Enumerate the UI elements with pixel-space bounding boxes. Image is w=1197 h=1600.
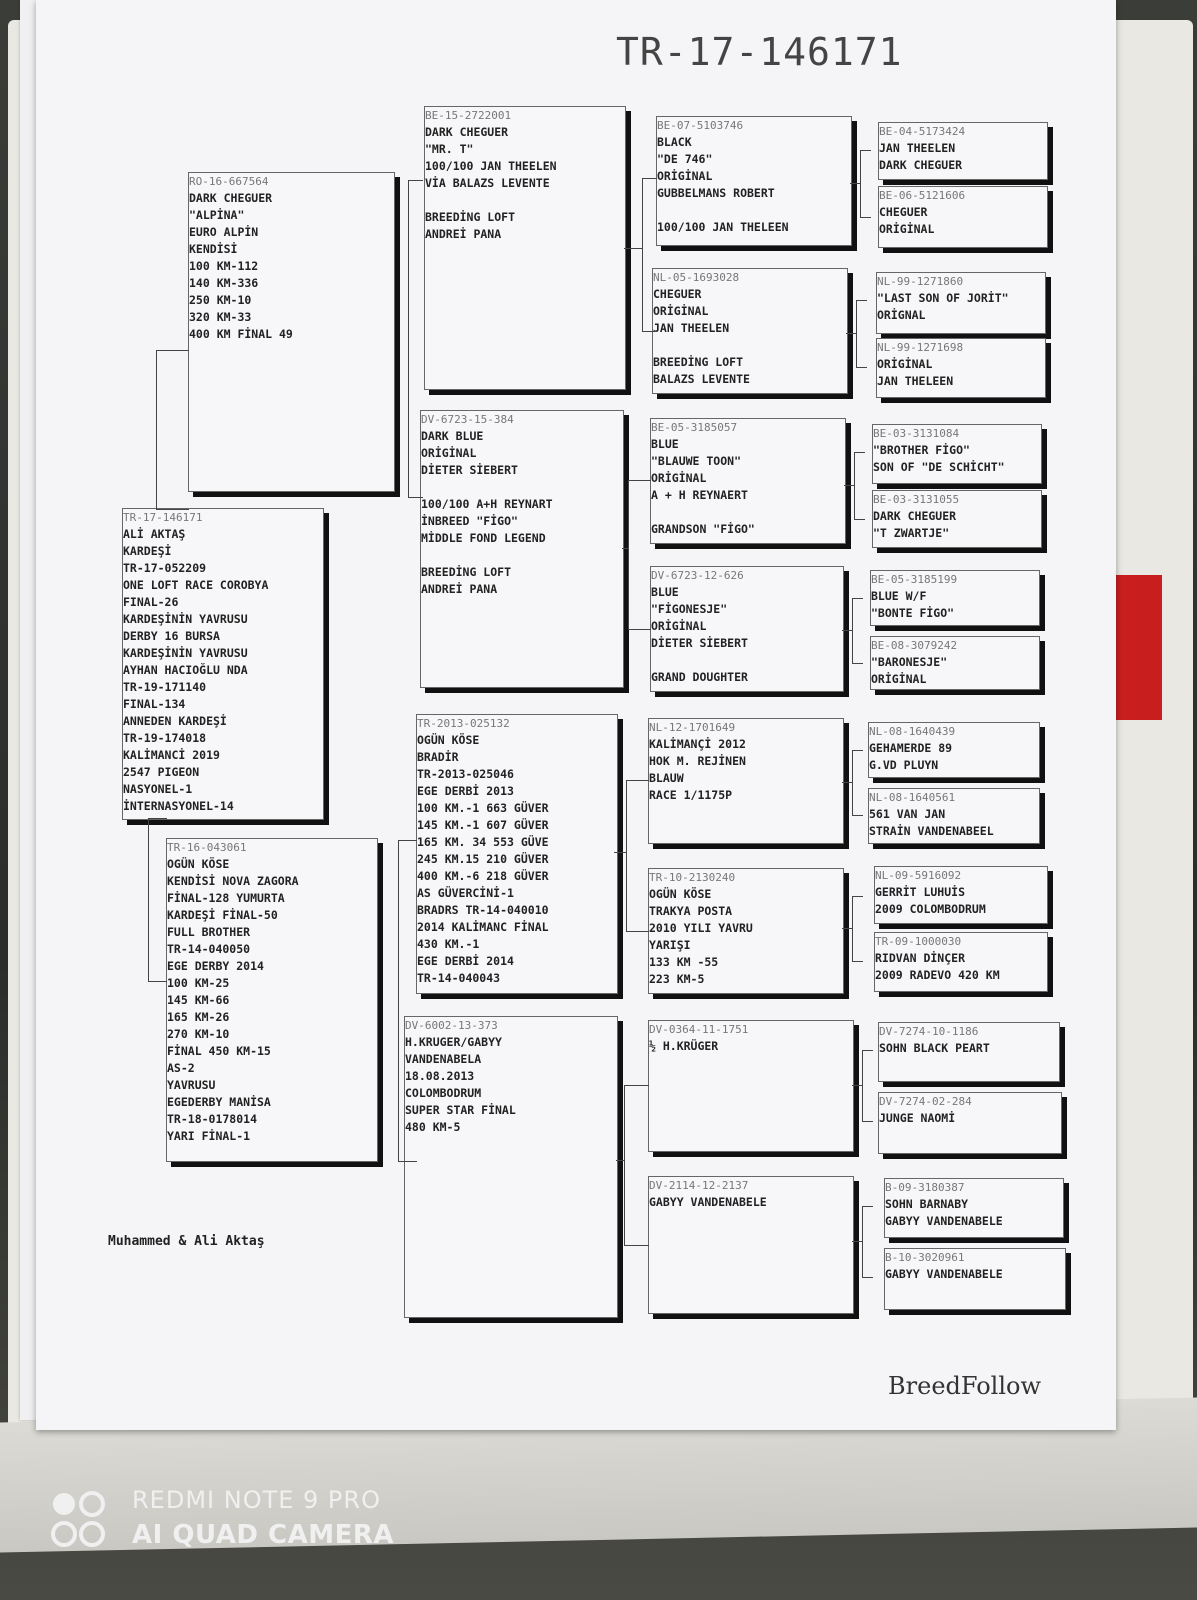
- pedigree-connector: [156, 350, 189, 510]
- pedigree-line: 2010 YILI YAVRU: [649, 921, 753, 935]
- pedigree-line: ORİGİNAL: [653, 304, 709, 318]
- ring-number: DV-0364-11-1751: [649, 1023, 749, 1036]
- pedigree-line: GRANDSON "FİGO": [651, 522, 755, 536]
- pedigree-line: SUPER STAR FİNAL: [405, 1103, 516, 1117]
- pedigree-line: DARK CHEGUER: [189, 191, 273, 205]
- pedigree-line: TR-14-040043: [417, 971, 501, 985]
- pedigree-line: GRAND DOUGHTER: [651, 670, 748, 684]
- pedigree-line: 18.08.2013: [405, 1069, 475, 1083]
- pedigree-connector: [642, 178, 657, 332]
- pedigree-line: "BLAUWE TOON": [651, 454, 742, 468]
- pedigree-connector: [854, 452, 865, 520]
- pedigree-line: ORİGİNAL: [871, 672, 927, 686]
- ring-number: BE-07-5103746: [657, 119, 744, 132]
- great-grandparent-card-2: [878, 186, 1048, 248]
- pedigree-line: VANDENABELA: [405, 1052, 482, 1066]
- pedigree-line: BLUE: [651, 585, 679, 599]
- pedigree-line: 145 KM-66: [167, 993, 230, 1007]
- pedigree-line: HOK M. REJİNEN: [649, 754, 746, 768]
- pedigree-line: OGÜN KÖSE: [417, 733, 480, 747]
- pedigree-line: SOHN BLACK PEART: [879, 1041, 990, 1055]
- pedigree-connector: [616, 1160, 624, 1161]
- ring-number: TR-2013-025132: [417, 717, 510, 730]
- pedigree-line: GERRİT LUHUİS: [875, 885, 966, 899]
- pedigree-line: 320 KM-33: [189, 310, 252, 324]
- pedigree-line: "BONTE FİGO": [871, 606, 955, 620]
- ring-number: TR-16-043061: [167, 841, 247, 854]
- ancestor-card-5: [648, 718, 844, 844]
- pedigree-connector: [622, 548, 628, 549]
- pedigree-line: AS-2: [167, 1061, 195, 1075]
- pedigree-line: JUNGE NAOMİ: [879, 1111, 956, 1125]
- pedigree-line: OGÜN KÖSE: [649, 887, 712, 901]
- pedigree-connector: [626, 780, 649, 932]
- pedigree-connector: [398, 840, 417, 1162]
- pedigree-line: 223 KM-5: [649, 972, 705, 986]
- pedigree-line: [657, 202, 851, 219]
- pedigree-line: 145 KM.-1 607 GÜVER: [417, 818, 549, 832]
- pedigree-line: ONE LOFT RACE COROBYA: [123, 578, 269, 592]
- pedigree-line: MİDDLE FOND LEGEND: [421, 531, 546, 545]
- ring-number: TR-17-146171: [123, 511, 203, 524]
- pedigree-line: VİA BALAZS LEVENTE: [425, 176, 550, 190]
- pedigree-line: EGE DERBİ 2013: [417, 784, 514, 798]
- pedigree-line: SOHN BARNABY: [885, 1197, 969, 1211]
- great-grandparent-card-3: [876, 272, 1046, 334]
- pedigree-connector: [852, 598, 863, 664]
- pedigree-connector: [842, 630, 852, 631]
- pedigree-line: ANDREİ PANA: [425, 227, 502, 241]
- great-grandparent-card-1: [878, 122, 1048, 180]
- great-grandparent-card-10: [868, 788, 1040, 844]
- pedigree-line: ORİGİNAL: [651, 471, 707, 485]
- grandparent-card-4: [404, 1016, 618, 1318]
- pedigree-connector: [862, 1050, 873, 1122]
- pedigree-line: BREEDİNG LOFT: [425, 210, 516, 224]
- pedigree-connector: [852, 1241, 862, 1242]
- pedigree-line: 245 KM.15 210 GÜVER: [417, 852, 549, 866]
- pedigree-line: KENDİSİ NOVA ZAGORA: [167, 874, 299, 888]
- ancestor-card-7: [648, 1020, 854, 1152]
- pedigree-line: JAN THELEEN: [877, 374, 954, 388]
- pedigree-line: GUBBELMANS ROBERT: [657, 186, 775, 200]
- ring-number: B-10-3020961: [885, 1251, 965, 1264]
- pedigree-line: TR-2013-025046: [417, 767, 514, 781]
- pedigree-line: TR-18-0178014: [167, 1112, 258, 1126]
- pedigree-line: ANNEDEN KARDEŞİ: [123, 714, 227, 728]
- ring-number: DV-6723-15-384: [421, 413, 514, 426]
- pedigree-line: ORİGİNAL: [651, 619, 707, 633]
- pedigree-line: "BARONESJE": [871, 655, 948, 669]
- pedigree-line: KALİMANCİ 2019: [123, 748, 220, 762]
- pedigree-connector: [852, 896, 863, 962]
- pedigree-line: 400 KM FİNAL 49: [189, 327, 293, 341]
- pedigree-line: TRAKYA POSTA: [649, 904, 733, 918]
- pedigree-line: 100 KM-25: [167, 976, 230, 990]
- pedigree-line: STRAİN VANDENABEEL: [869, 824, 994, 838]
- pedigree-line: TR-14-040050: [167, 942, 251, 956]
- pedigree-line: "MR. T": [425, 142, 474, 156]
- ring-number: BE-05-3185057: [651, 421, 738, 434]
- quad-camera-icon: [48, 1486, 118, 1556]
- pedigree-line: KARDEŞİNİN YAVRUSU: [123, 646, 248, 660]
- pedigree-line: BRADİR: [417, 750, 459, 764]
- pedigree-line: GABYY VANDENABELE: [885, 1267, 1003, 1281]
- pedigree-line: EGE DERBY 2014: [167, 959, 264, 973]
- pedigree-line: 100/100 JAN THEELEN: [425, 159, 557, 173]
- ring-number: NL-05-1693028: [653, 271, 740, 284]
- pedigree-line: KARDEŞİ FİNAL-50: [167, 908, 278, 922]
- pedigree-line: EGEDERBY MANİSA: [167, 1095, 271, 1109]
- pedigree-line: ORİGİNAL: [421, 446, 477, 460]
- ring-number: BE-04-5173424: [879, 125, 966, 138]
- ring-number: BE-08-3079242: [871, 639, 958, 652]
- pedigree-line: DİETER SİEBERT: [651, 636, 748, 650]
- pedigree-line: KARDEŞİ: [123, 544, 172, 558]
- pedigree-line: ORİGİNAL: [879, 222, 935, 236]
- great-grandparent-card-6: [872, 490, 1042, 548]
- pedigree-line: BLUE: [651, 437, 679, 451]
- pedigree-line: 250 KM-10: [189, 293, 252, 307]
- ring-number: BE-15-2722001: [425, 109, 512, 122]
- pedigree-line: CHEGUER: [879, 205, 928, 219]
- pedigree-line: 400 KM.-6 218 GÜVER: [417, 869, 549, 883]
- pedigree-line: EURO ALPİN: [189, 225, 259, 239]
- sheet-title: TR-17-146171: [616, 30, 903, 74]
- ring-number: NL-12-1701649: [649, 721, 736, 734]
- pedigree-connector: [408, 180, 423, 498]
- pedigree-line: TR-17-052209: [123, 561, 207, 575]
- ring-number: DV-6723-12-626: [651, 569, 744, 582]
- ring-number: NL-99-1271698: [877, 341, 964, 354]
- ring-number: BE-05-3185199: [871, 573, 958, 586]
- pedigree-line: BALAZS LEVENTE: [653, 372, 750, 386]
- pedigree-line: "LAST SON OF JORİT": [877, 291, 1009, 305]
- ring-number: BE-06-5121606: [879, 189, 966, 202]
- ring-number: NL-08-1640561: [869, 791, 956, 804]
- ring-number: BE-03-3131055: [873, 493, 960, 506]
- pedigree-sheet: [36, 0, 1116, 1430]
- pedigree-line: FİNAL-128 YUMURTA: [167, 891, 285, 905]
- pedigree-line: 133 KM -55: [649, 955, 719, 969]
- pedigree-line: [651, 504, 845, 521]
- pedigree-line: 165 KM. 34 553 GÜVE: [417, 835, 549, 849]
- pedigree-line: BLUE W/F: [871, 589, 927, 603]
- ancestor-card-1: [656, 116, 852, 246]
- pedigree-connector: [624, 1085, 649, 1246]
- pedigree-connector: [624, 248, 642, 249]
- pedigree-line: 2014 KALİMANC FİNAL: [417, 920, 549, 934]
- owner-name: Muhammed & Ali Aktaş: [108, 1234, 265, 1249]
- pedigree-line: JAN THEELEN: [879, 141, 956, 155]
- great-grandparent-card-8: [870, 636, 1040, 690]
- pedigree-line: AYHAN HACIOĞLU NDA: [123, 663, 248, 677]
- pedigree-line: [653, 337, 847, 354]
- brand-logo: BreedFollow: [888, 1372, 1042, 1400]
- pedigree-line: COLOMBODRUM: [405, 1086, 482, 1100]
- pedigree-line: DARK CHEGUER: [873, 509, 957, 523]
- pedigree-line: CHEGUER: [653, 287, 702, 301]
- pedigree-line: 270 KM-10: [167, 1027, 230, 1041]
- ancestor-card-3: [650, 418, 846, 544]
- ancestor-card-8: [648, 1176, 854, 1314]
- great-grandparent-card-15: [884, 1178, 1064, 1238]
- pedigree-line: GABYY VANDENABELE: [885, 1214, 1003, 1228]
- pedigree-line: G.VD PLUYN: [869, 758, 939, 772]
- pedigree-line: BREEDİNG LOFT: [653, 355, 744, 369]
- pedigree-line: EGE DERBİ 2014: [417, 954, 514, 968]
- pedigree-line: DARK CHEGUER: [425, 125, 509, 139]
- pedigree-line: FİNAL 450 KM-15: [167, 1044, 271, 1058]
- great-grandparent-card-5: [872, 424, 1042, 484]
- pedigree-line: DARK CHEGUER: [879, 158, 963, 172]
- grandparent-card-1: [424, 106, 626, 390]
- pedigree-line: KALİMANÇİ 2012: [649, 737, 746, 751]
- ancestor-card-2: [652, 268, 848, 394]
- pedigree-line: 100 KM-112: [189, 259, 259, 273]
- pedigree-line: BRADRS TR-14-040010: [417, 903, 549, 917]
- pedigree-line: 480 KM-5: [405, 1120, 461, 1134]
- pedigree-line: JAN THEELEN: [653, 321, 730, 335]
- pedigree-line: FINAL-26: [123, 595, 179, 609]
- pedigree-connector: [862, 1206, 873, 1278]
- pedigree-line: 140 KM-336: [189, 276, 259, 290]
- grandparent-card-2: [420, 410, 624, 688]
- pedigree-line: "DE 746": [657, 152, 713, 166]
- pedigree-line: ORİGİNAL: [657, 169, 713, 183]
- ring-number: B-09-3180387: [885, 1181, 965, 1194]
- sire-card: [188, 172, 395, 492]
- subject-card: [122, 508, 324, 820]
- pedigree-line: 100/100 A+H REYNART: [421, 497, 553, 511]
- pedigree-line: FULL BROTHER: [167, 925, 251, 939]
- pedigree-connector: [850, 183, 860, 184]
- ancestor-card-4: [650, 566, 844, 692]
- pedigree-line: İNBREED "FİGO": [421, 514, 518, 528]
- pedigree-line: DARK BLUE: [421, 429, 484, 443]
- pedigree-line: BLACK: [657, 135, 692, 149]
- grandparent-card-3: [416, 714, 618, 994]
- pedigree-line: 2009 COLOMBODRUM: [875, 902, 986, 916]
- great-grandparent-card-13: [878, 1022, 1060, 1082]
- pedigree-line: ORİGİNAL: [877, 357, 933, 371]
- pedigree-line: NASYONEL-1: [123, 782, 193, 796]
- ring-number: DV-6002-13-373: [405, 1019, 498, 1032]
- pedigree-line: İNTERNASYONEL-14: [123, 799, 234, 813]
- ring-number: TR-10-2130240: [649, 871, 736, 884]
- pedigree-line: A + H REYNAERT: [651, 488, 748, 502]
- pedigree-line: "T ZWARTJE": [873, 526, 950, 540]
- ring-number: NL-99-1271860: [877, 275, 964, 288]
- pedigree-line: FINAL-134: [123, 697, 186, 711]
- pedigree-line: 2547 PIGEON: [123, 765, 200, 779]
- pedigree-line: YAVRUSU: [167, 1078, 216, 1092]
- watermark-camera: AI QUAD CAMERA: [132, 1520, 394, 1550]
- ring-number: RO-16-667564: [189, 175, 269, 188]
- ring-number: DV-2114-12-2137: [649, 1179, 749, 1192]
- pedigree-line: "ALPİNA": [189, 208, 245, 222]
- pedigree-connector: [852, 750, 863, 816]
- ring-number: DV-7274-10-1186: [879, 1025, 979, 1038]
- pedigree-line: YARIŞI: [649, 938, 691, 952]
- dam-card: [166, 838, 378, 1162]
- pedigree-connector: [628, 480, 651, 630]
- pedigree-connector: [148, 818, 167, 982]
- pedigree-line: KENDİSİ: [189, 242, 238, 256]
- pedigree-connector: [856, 300, 867, 368]
- pedigree-line: 2009 RADEVO 420 KM: [875, 968, 1000, 982]
- great-grandparent-card-4: [876, 338, 1046, 398]
- pedigree-line: TR-19-171140: [123, 680, 207, 694]
- great-grandparent-card-12: [874, 932, 1048, 992]
- pedigree-line: BLAUW: [649, 771, 684, 785]
- pedigree-line: [425, 192, 625, 209]
- pedigree-connector: [842, 782, 852, 783]
- pedigree-line: [421, 479, 623, 496]
- pedigree-line: OGÜN KÖSE: [167, 857, 230, 871]
- great-grandparent-card-11: [874, 866, 1048, 924]
- great-grandparent-card-7: [870, 570, 1040, 626]
- pedigree-line: ANDREİ PANA: [421, 582, 498, 596]
- pedigree-line: KARDEŞİNİN YAVRUSU: [123, 612, 248, 626]
- great-grandparent-card-9: [868, 722, 1040, 778]
- pedigree-connector: [846, 333, 856, 334]
- pedigree-line: 100/100 JAN THELEEN: [657, 220, 789, 234]
- pedigree-line: ALİ AKTAŞ: [123, 527, 186, 541]
- pedigree-line: DİETER SİEBERT: [421, 463, 518, 477]
- pedigree-line: RACE 1/1175P: [649, 788, 733, 802]
- watermark-model: REDMI NOTE 9 PRO: [132, 1486, 381, 1514]
- pedigree-line: 561 VAN JAN: [869, 807, 946, 821]
- pedigree-line: SON OF "DE SCHİCHT": [873, 460, 1005, 474]
- ring-number: NL-08-1640439: [869, 725, 956, 738]
- pedigree-line: 165 KM-26: [167, 1010, 230, 1024]
- ring-number: DV-7274-02-284: [879, 1095, 972, 1108]
- great-grandparent-card-14: [878, 1092, 1062, 1154]
- pedigree-connector: [614, 852, 626, 853]
- pedigree-line: [421, 547, 623, 564]
- pedigree-line: GABYY VANDENABELE: [649, 1195, 767, 1209]
- pedigree-line: ORİGNAL: [877, 308, 926, 322]
- ring-number: TR-09-1000030: [875, 935, 962, 948]
- pedigree-line: GEHAMERDE 89: [869, 741, 953, 755]
- pedigree-line: RIDVAN DİNÇER: [875, 951, 966, 965]
- pedigree-line: ½ H.KRÜGER: [649, 1039, 719, 1053]
- pedigree-connector: [844, 485, 854, 486]
- pedigree-line: 100 KM.-1 663 GÜVER: [417, 801, 549, 815]
- ancestor-card-6: [648, 868, 844, 994]
- pedigree-line: H.KRUGER/GABYY: [405, 1035, 502, 1049]
- pedigree-connector: [852, 1085, 862, 1086]
- great-grandparent-card-16: [884, 1248, 1066, 1310]
- pedigree-connector: [842, 928, 852, 929]
- pedigree-line: DERBY 16 BURSA: [123, 629, 220, 643]
- pedigree-line: TR-19-174018: [123, 731, 207, 745]
- ring-number: BE-03-3131084: [873, 427, 960, 440]
- pedigree-line: [651, 652, 843, 669]
- pedigree-line: 430 KM.-1: [417, 937, 480, 951]
- pedigree-line: BREEDİNG LOFT: [421, 565, 512, 579]
- pedigree-line: AS GÜVERCİNİ-1: [417, 886, 514, 900]
- pedigree-line: "BROTHER FİGO": [873, 443, 970, 457]
- pedigree-line: YARI FİNAL-1: [167, 1129, 251, 1143]
- ring-number: NL-09-5916092: [875, 869, 962, 882]
- pedigree-line: "FİGONESJE": [651, 602, 728, 616]
- pedigree-connector: [860, 150, 871, 218]
